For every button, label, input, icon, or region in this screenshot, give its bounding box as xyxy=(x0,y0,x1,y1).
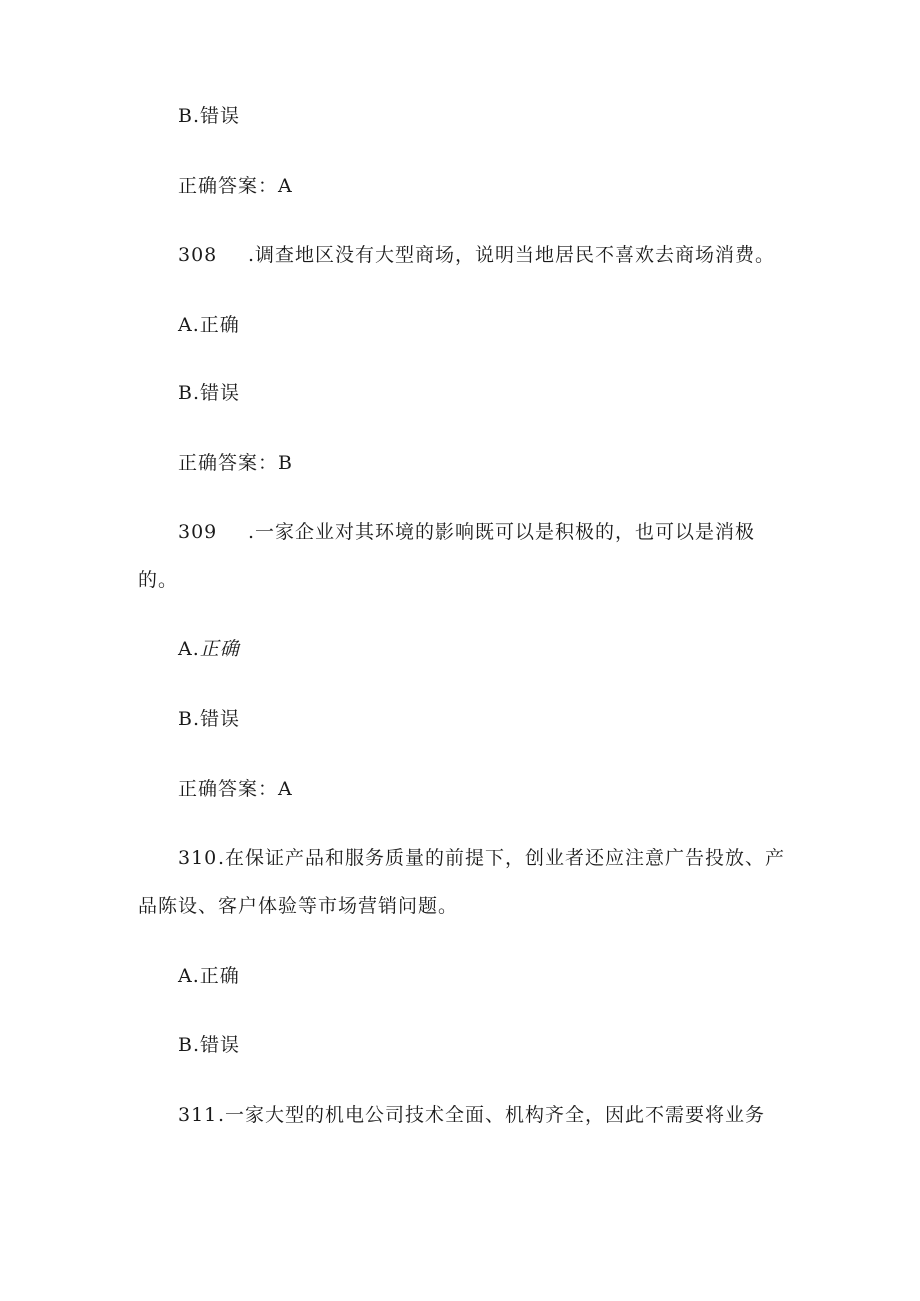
question-text: .一家大型的机电公司技术全面、机构齐全，因此不需要将业务 xyxy=(218,1104,766,1126)
question-309 xyxy=(178,520,755,544)
question-311 xyxy=(178,1103,765,1127)
question-number: 311 xyxy=(178,1104,218,1126)
option-b: B.错误 xyxy=(178,105,241,127)
option-a-prefix: A. xyxy=(178,638,200,660)
option-a: A.正确 xyxy=(178,965,240,987)
correct-answer: 正确答案：A xyxy=(178,175,293,197)
question-number: 310 xyxy=(178,847,218,869)
option-b: B.错误 xyxy=(178,382,241,404)
correct-answer: 正确答案：B xyxy=(178,452,293,474)
option-a xyxy=(178,637,240,661)
option-b: B.错误 xyxy=(178,708,241,730)
question-text: .在保证产品和服务质量的前提下，创业者还应注意广告投放、产 xyxy=(218,847,786,869)
question-text: .调查地区没有大型商场，说明当地居民不喜欢去商场消费。 xyxy=(248,244,776,266)
question-number: 309 xyxy=(178,521,218,543)
question-text-continuation: 品陈设、客户体验等市场营销问题。 xyxy=(138,895,459,917)
question-310 xyxy=(178,846,785,870)
option-b: B.错误 xyxy=(178,1034,241,1056)
question-text-continuation: 的。 xyxy=(138,569,179,591)
option-a: A.正确 xyxy=(178,314,240,336)
question-number: 308 xyxy=(178,244,218,266)
question-text: .一家企业对其环境的影响既可以是积极的，也可以是消极 xyxy=(248,521,756,543)
correct-answer: 正确答案：A xyxy=(178,778,293,800)
question-308 xyxy=(178,243,775,267)
option-a-word: 正确 xyxy=(199,638,240,660)
